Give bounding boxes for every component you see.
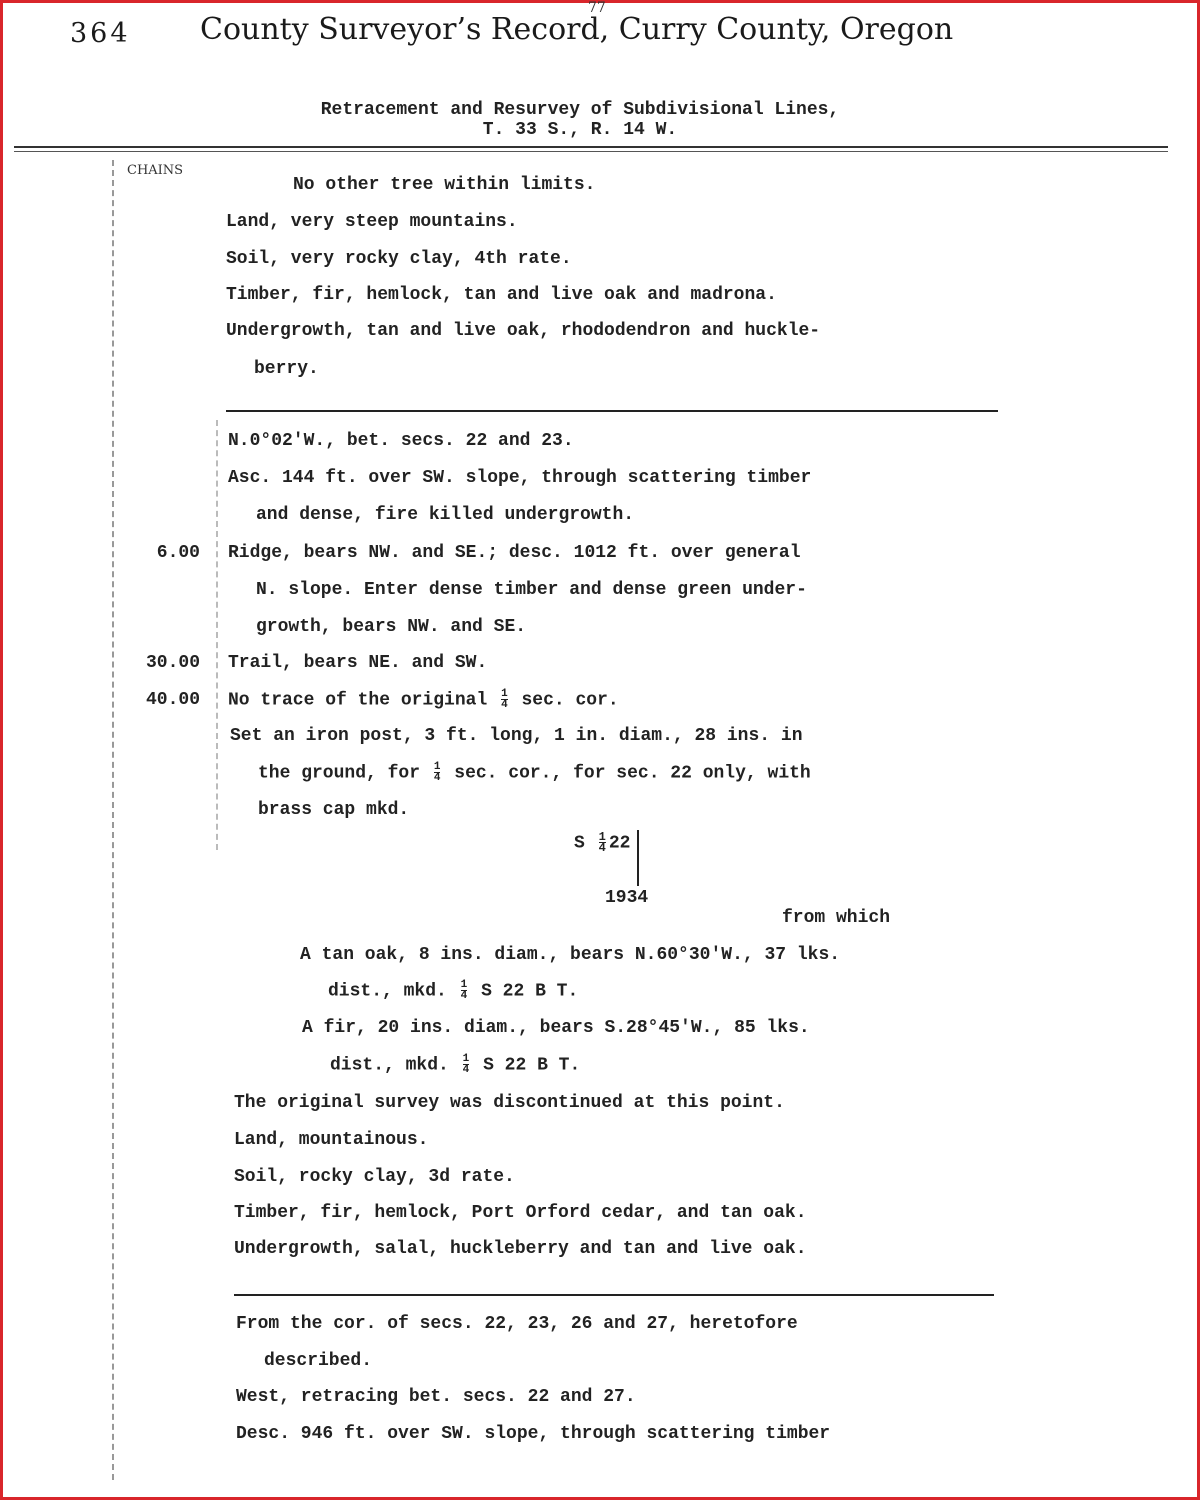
chain-distance: 6.00 <box>156 543 200 563</box>
chains-column-divider <box>112 160 114 1480</box>
text-line: Timber, fir, hemlock, tan and live oak and madrona. <box>226 285 777 305</box>
text-segment: the ground, for <box>258 763 421 784</box>
text-line: Ridge, bears NW. and SE.; desc. 1012 ft. over general <box>228 543 801 563</box>
text-line: brass cap mkd. <box>258 800 410 820</box>
text-line: From the cor. of secs. 22, 23, 26 and 27, heretofore <box>236 1314 798 1334</box>
text-line: Land, very steep mountains. <box>226 212 518 232</box>
text-segment: dist., mkd. <box>330 1055 449 1076</box>
text-line: A fir, 20 ins. diam., bears S.28°45'W., 85 lks. <box>302 1018 810 1038</box>
text-line: from which <box>782 908 891 928</box>
text-segment: sec. cor. <box>521 690 619 711</box>
fraction-quarter: $\frac{1}{4}$ <box>460 979 468 1002</box>
text-line: Desc. 946 ft. over SW. slope, through scattering timber <box>236 1424 831 1444</box>
fraction-quarter: $\frac{1}{4}$ <box>462 1053 470 1076</box>
text-line: Soil, rocky clay, 3d rate. <box>234 1167 515 1187</box>
text-line: described. <box>264 1351 373 1371</box>
text-line <box>330 1054 580 1076</box>
subtitle-line-2: T. 33 S., R. 14 W. <box>482 120 678 140</box>
page-number: 364 <box>70 18 131 49</box>
text-line: Timber, fir, hemlock, Port Orford cedar, and tan oak. <box>234 1203 807 1223</box>
brass-cap-marking: S $\frac{1}{4}$ 22 <box>574 830 631 855</box>
fraction-quarter: $\frac{1}{4}$ <box>433 761 441 784</box>
text-line: Undergrowth, tan and live oak, rhododendron and huckle- <box>226 321 821 341</box>
text-line: berry. <box>254 359 319 379</box>
text-line: N. slope. Enter dense timber and dense green under- <box>256 580 807 600</box>
text-segment: No trace of the original <box>228 690 488 711</box>
header-rule <box>14 146 1168 152</box>
text-line <box>228 689 619 711</box>
fraction-quarter: $\frac{1}{4}$ <box>598 830 606 855</box>
chain-distance: 40.00 <box>145 690 200 710</box>
text-line: Undergrowth, salal, huckleberry and tan and live oak. <box>234 1239 807 1259</box>
text-line: West, retracing bet. secs. 22 and 27. <box>236 1387 636 1407</box>
text-line: Soil, very rocky clay, 4th rate. <box>226 249 572 269</box>
text-line: growth, bears NW. and SE. <box>256 617 527 637</box>
text-line: and dense, fire killed undergrowth. <box>256 505 635 525</box>
text-segment: dist., mkd. <box>328 981 447 1002</box>
subtitle-line-1: Retracement and Resurvey of Subdivisional Lines, <box>320 100 840 120</box>
chains-column-label: CHAINS <box>127 163 184 178</box>
text-segment: S 22 B T. <box>481 981 579 1002</box>
text-line: The original survey was discontinued at this point. <box>234 1093 785 1113</box>
text-line: Trail, bears NE. and SW. <box>228 653 488 673</box>
page-title: County Surveyor’s Record, Curry County, Oregon <box>200 12 954 47</box>
brass-cap-divider <box>637 830 639 886</box>
text-line: Land, mountainous. <box>234 1130 429 1150</box>
text-line: Asc. 144 ft. over SW. slope, through scattering timber <box>228 468 812 488</box>
text-segment: sec. cor., for sec. 22 only, with <box>454 763 811 784</box>
text-line <box>258 762 811 784</box>
handwritten-mark: 77 <box>588 0 606 16</box>
text-line <box>328 980 578 1002</box>
line-heading: N.0°02'W., bet. secs. 22 and 23. <box>228 431 574 451</box>
section-rule <box>234 1294 994 1296</box>
section-rule <box>226 410 998 412</box>
fraction-quarter: $\frac{1}{4}$ <box>501 688 508 711</box>
text-segment: S 22 B T. <box>483 1055 581 1076</box>
brass-cap-year: 1934 <box>605 888 649 908</box>
text-line: No other tree within limits. <box>293 175 596 195</box>
text-line: Set an iron post, 3 ft. long, 1 in. diam., 28 ins. in <box>230 726 803 746</box>
text-line: A tan oak, 8 ins. diam., bears N.60°30'W., 37 lks. <box>300 945 841 965</box>
text-margin-divider <box>216 420 218 850</box>
chain-distance: 30.00 <box>145 653 200 673</box>
